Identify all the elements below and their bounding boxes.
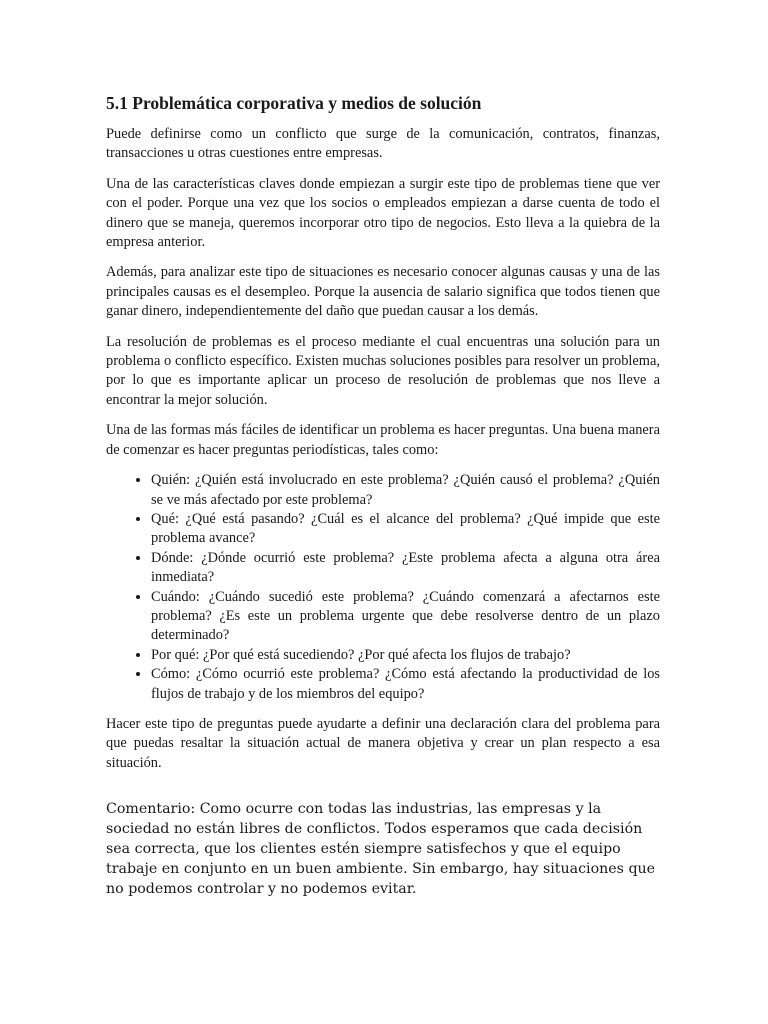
paragraph-closing: Hacer este tipo de preguntas puede ayudarte a definir una declaración clara del problema para que puedas resaltar la situación actual de manera objetiva y crear un plan respecto a esa situación. bbox=[106, 715, 660, 771]
list-item-donde: • Dónde: ¿Dónde ocurrió este problema? ¿Este problema afecta a alguna otra área inmediata? bbox=[151, 549, 660, 588]
document-page bbox=[106, 92, 660, 910]
list-item-por-que: • Por qué: ¿Por qué está sucediendo? ¿Por qué afecta los flujos de trabajo? bbox=[151, 646, 660, 665]
question-list bbox=[106, 471, 660, 704]
list-item-cuando: • Cuándo: ¿Cuándo sucedió este problema? ¿Cuándo comenzará a afectarnos este problema? ¿Es este un problema urgente que debe resolverse dentro de un plazo determinado? bbox=[151, 588, 660, 646]
comment-paragraph: Comentario: Como ocurre con todas las industrias, las empresas y la sociedad no están libres de conflictos. Todos esperamos que cada decisión sea correcta, que los clientes estén siempre satisfechos y que el equipo trabaje en conjunto en un buen ambiente. Sin embargo, hay situaciones que no podemos controlar y no podemos evitar. bbox=[106, 801, 656, 898]
list-item-como: • Cómo: ¿Cómo ocurrió este problema? ¿Cómo está afectando la productividad de los flujos de trabajo y de los miembros del equipo? bbox=[151, 665, 660, 704]
paragraph-causes: Además, para analizar este tipo de situaciones es necesario conocer algunas causas y una de las principales causas es el desempleo. Porque la ausencia de salario significa que todos tienen que ganar dinero, independientemente del daño que puedan causar a los demás. bbox=[106, 264, 660, 320]
paragraph-definition: Puede definirse como un conflicto que surge de la comunicación, contratos, finanzas, transacciones u otras cuestiones entre empresas. bbox=[106, 126, 660, 162]
section-title: 5.1 Problemática corporativa y medios de solución bbox=[106, 93, 482, 113]
paragraph-resolution: La resolución de problemas es el proceso mediante el cual encuentras una solución para un problema o conflicto específico. Existen muchas soluciones posibles para resolver un problema, por lo que es importante aplicar un proceso de resolución de problemas que nos lleve a encontrar la mejor solución. bbox=[106, 333, 660, 408]
list-item-que: • Qué: ¿Qué está pasando? ¿Cuál es el alcance del problema? ¿Qué impide que este problema avance? bbox=[151, 510, 660, 549]
paragraph-power: Una de las características claves donde empiezan a surgir este tipo de problemas tiene que ver con el poder. Porque una vez que los socios o empleados empiezan a darse cuenta de todo el dinero que se maneja, queremos incorporar otro tipo de negocios. Esto lleva a la quiebra de la empresa anterior. bbox=[106, 175, 660, 251]
list-item-quien: • Quién: ¿Quién está involucrado en este problema? ¿Quién causó el problema? ¿Quién se ve más afectado por este problema? bbox=[151, 471, 660, 510]
paragraph-questions-intro: Una de las formas más fáciles de identificar un problema es hacer preguntas. Una buena manera de comenzar es hacer preguntas periodísticas, tales como: bbox=[106, 422, 660, 458]
